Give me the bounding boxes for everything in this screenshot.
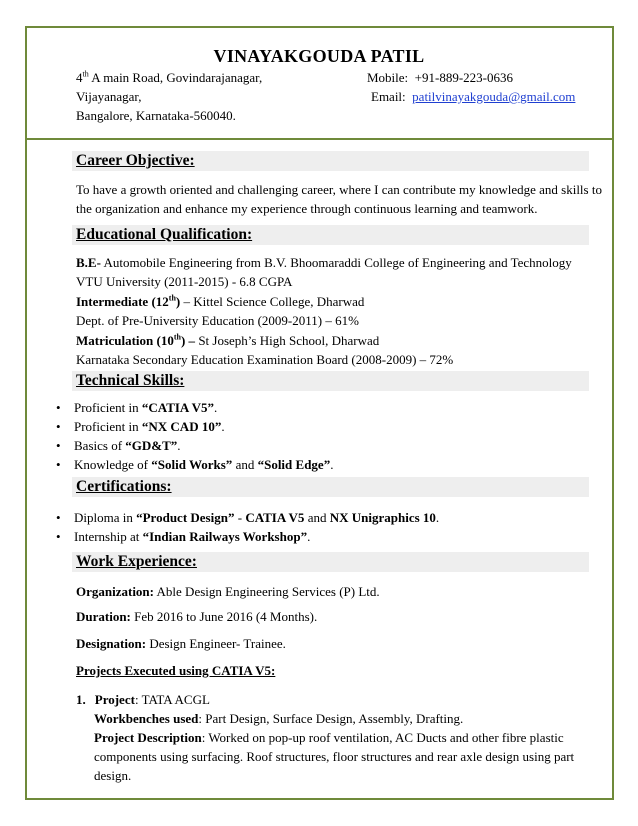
address-line-2: Vijayanagar, <box>76 89 142 104</box>
email: Email: patilvinayakgouda@gmail.com <box>371 89 576 104</box>
list-item: • Knowledge of “Solid Works” and “Solid Edge”. <box>56 457 334 472</box>
address-block <box>76 68 262 125</box>
project-1: 1. Project: TATA ACGL Workbenches used: Part Design, Surface Design, Assembly, Drafting. Project Description: Worked on pop-up roof ventilation, AC Ducts and other fibre plastic components using surfacing. Roof structures, floor structures and rear axle design using part design. <box>76 692 575 783</box>
technical-skills-heading: Technical Skills: <box>72 371 589 391</box>
list-item: • Proficient in “NX CAD 10”. <box>56 419 225 434</box>
work-duration: Duration: Feb 2016 to June 2016 (4 Months). <box>76 609 318 624</box>
education-heading: Educational Qualification: <box>72 225 589 245</box>
career-objective-text: To have a growth oriented and challenging career, where I can contribute my knowledge and skills to the organization and enhance my experience through continuous learning and teamwork. <box>76 182 602 216</box>
work-designation: Designation: Design Engineer- Trainee. <box>76 636 286 651</box>
work-organization: Organization: Able Design Engineering Services (P) Ltd. <box>76 584 380 599</box>
email-link[interactable]: patilvinayakgouda@gmail.com <box>412 89 576 104</box>
header-divider <box>27 138 612 140</box>
education-matriculation: Matriculation (10th) – St Joseph’s High School, Dharwad Karnataka Secondary Education Examination Board (2008-2009) – 72% <box>76 332 454 367</box>
address-line-1: 4th A main Road, Govindarajanagar, <box>76 69 263 85</box>
technical-skills-list <box>56 398 333 474</box>
address-line-3: Bangalore, Karnataka-560040. <box>76 108 236 123</box>
certifications-list <box>56 508 439 546</box>
mobile: Mobile: +91-889-223-0636 <box>367 70 513 85</box>
education-be: B.E- Automobile Engineering from B.V. Bhoomaraddi College of Engineering and Technology VTU University (2011-2015) - 6.8 CGPA <box>76 255 572 289</box>
work-experience-heading: Work Experience: <box>72 552 589 572</box>
projects-heading: Projects Executed using CATIA V5: <box>76 663 276 678</box>
education-intermediate: Intermediate (12th) – Kittel Science College, Dharwad Dept. of Pre-University Education (2009-2011) – 61% <box>76 293 365 328</box>
list-item: • Proficient in “CATIA V5”. <box>56 400 218 415</box>
certifications-heading: Certifications: <box>72 477 589 497</box>
list-item: • Internship at “Indian Railways Workshop”. <box>56 529 311 544</box>
list-item: • Diploma in “Product Design” - CATIA V5 and NX Unigraphics 10. <box>56 510 440 525</box>
contact-block <box>367 68 575 106</box>
candidate-name: VINAYAKGOUDA PATIL <box>213 46 425 66</box>
career-objective-heading: Career Objective: <box>72 151 589 171</box>
list-item: • Basics of “GD&T”. <box>56 438 181 453</box>
